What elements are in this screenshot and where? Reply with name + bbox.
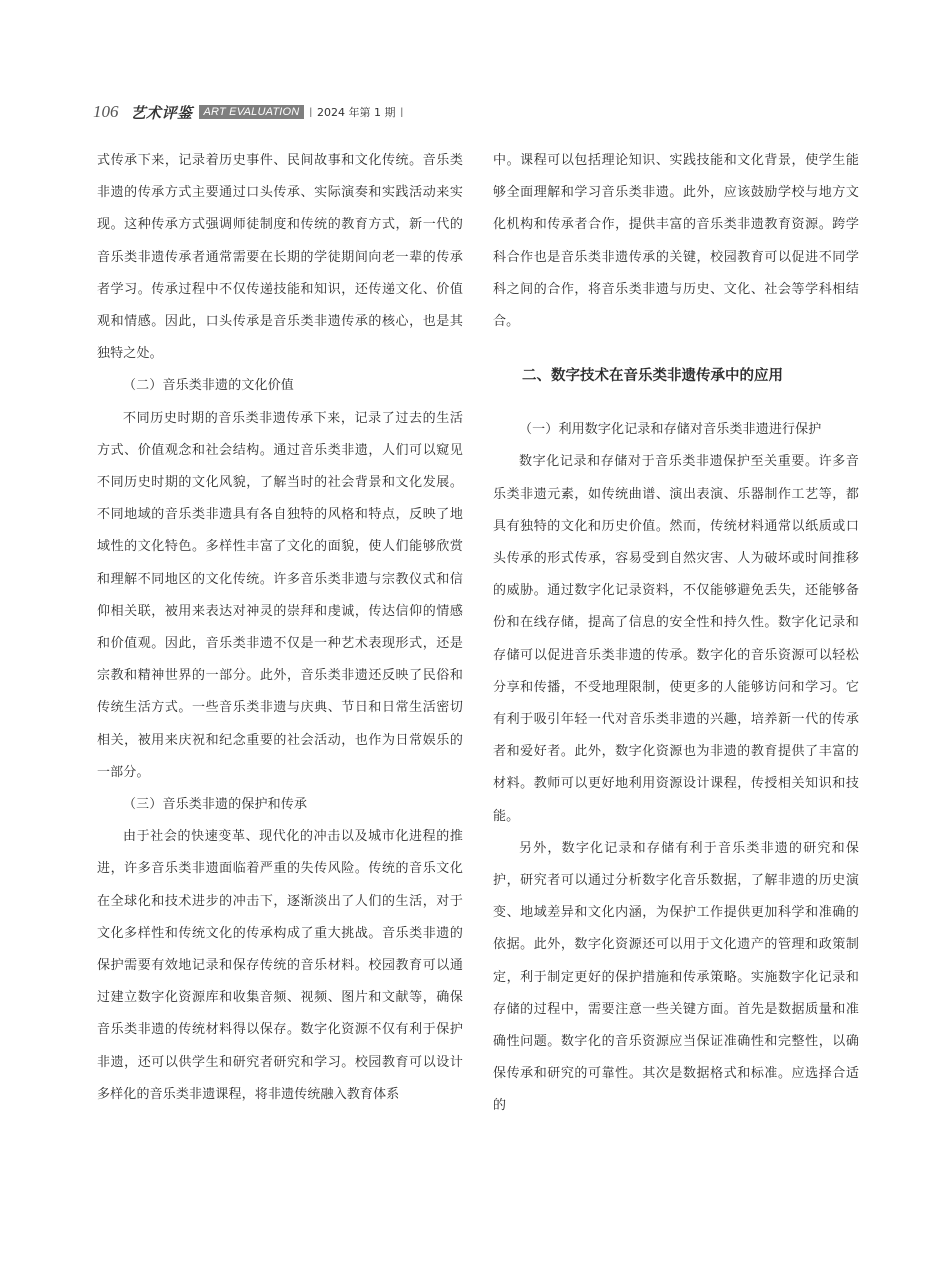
subsection-heading: （二）音乐类非遗的文化价值 [123,378,294,394]
section-spacer [493,392,859,414]
section-heading: 二、数字技术在音乐类非遗传承中的应用 [522,367,783,385]
header-separator-end: | [400,106,404,118]
page-number: 106 [93,102,119,121]
subsection-heading: （一）利用数字化记录和存储对音乐类非遗进行保护 [519,422,822,438]
issue-label: 2024 年第 1 期 [317,106,396,119]
subsection-heading: （三）音乐类非遗的保护和传承 [123,797,308,813]
header-separator: | [309,106,313,118]
body-paragraph: 由于社会的快速变革、现代化的冲击以及城市化进程的推进，许多音乐类非遗面临着严重的失传风险。传统的音乐文化在全球化和技术进步的冲击下，逐渐淡出了人们的生活，对于文化多样性和传统文化的传承构成了重大挑战。音乐类非遗的保护需要有效地记录和保存传统的音乐材料。校园教育可以通过建立数字化资源库和收集音频、视频、图片和文献等，确保音乐类非遗的传统材料得以保存。数字化资源不仅有利于保护非遗，还可以供学生和研究者研究和学习。校园教育可以设计多样化的音乐类非遗课程，将非遗传统融入教育体系 [97,829,463,1102]
journal-english-name: ART EVALUATION [199,105,305,119]
left-column [97,145,463,1111]
page-header [93,100,408,124]
body-paragraph: 不同历史时期的音乐类非遗传承下来，记录了过去的生活方式、价值观念和社会结构。通过音乐类非遗，人们可以窥见不同历史时期的文化风貌，了解当时的社会背景和文化发展。不同地域的音乐类非遗具有各自独特的风格和特点，反映了地域性的文化特色。多样性丰富了文化的面貌，使人们能够欣赏和理解不同地区的文化传统。许多音乐类非遗与宗教仪式和信仰相关联，被用来表达对神灵的崇拜和虔诚，传达信仰的情感和价值观。因此，音乐类非遗不仅是一种艺术表现形式，还是宗教和精神世界的一部分。此外，音乐类非遗还反映了民俗和传统生活方式。一些音乐类非遗与庆典、节日和日常生活密切相关，被用来庆祝和纪念重要的社会活动，也作为日常娱乐的一部分。 [97,410,463,780]
body-paragraph: 中。课程可以包括理论知识、实践技能和文化背景，使学生能够全面理解和学习音乐类非遗。此外，应该鼓励学校与地方文化机构和传承者合作，提供丰富的音乐类非遗教育资源。跨学科合作也是音乐类非遗传承的关键，校园教育可以促进不同学科之间的合作，将音乐类非遗与历史、文化、社会等学科相结合。 [493,153,859,330]
body-paragraph: 另外，数字化记录和存储有利于音乐类非遗的研究和保护，研究者可以通过分析数字化音乐数据，了解非遗的历史演变、地域差异和文化内涵，为保护工作提供更加科学和准确的依据。此外，数字化资源还可以用于文化遗产的管理和政策制定，利于制定更好的保护措施和传承策略。实施数字化记录和存储的过程中，需要注意一些关键方面。首先是数据质量和准确性问题。数字化的音乐资源应当保证准确性和完整性，以确保传承和研究的可靠性。其次是数据格式和标准。应选择合适的 [493,840,859,1114]
body-paragraph: 式传承下来，记录着历史事件、民间故事和文化传统。音乐类非遗的传承方式主要通过口头传承、实际演奏和实践活动来实现。这种传承方式强调师徒制度和传统的教育方式，新一代的音乐类非遗传承者通常需要在长期的学徒期间向老一辈的传承者学习。传承过程中不仅传递技能和知识，还传递文化、价值观和情感。因此，口头传承是音乐类非遗传承的核心，也是其独特之处。 [97,153,463,362]
body-paragraph: 数字化记录和存储对于音乐类非遗保护至关重要。许多音乐类非遗元素，如传统曲谱、演出表演、乐器制作工艺等，都具有独特的文化和历史价值。然而，传统材料通常以纸质或口头传承的形式传承，容易受到自然灾害、人为破坏或时间推移的威胁。通过数字化记录资料，不仅能够避免丢失，还能够备份和在线存储，提高了信息的安全性和持久性。数字化记录和存储可以促进音乐类非遗的传承。数字化的音乐资源可以轻松分享和传播，不受地理限制，使更多的人能够访问和学习。它有利于吸引年轻一代对音乐类非遗的兴趣，培养新一代的传承者和爱好者。此外，数字化资源也为非遗的教育提供了丰富的材料。教师可以更好地利用资源设计课程，传授相关知识和技能。 [493,454,859,824]
right-column [493,145,859,1123]
journal-logo-text: 艺术评鉴 [130,103,193,122]
